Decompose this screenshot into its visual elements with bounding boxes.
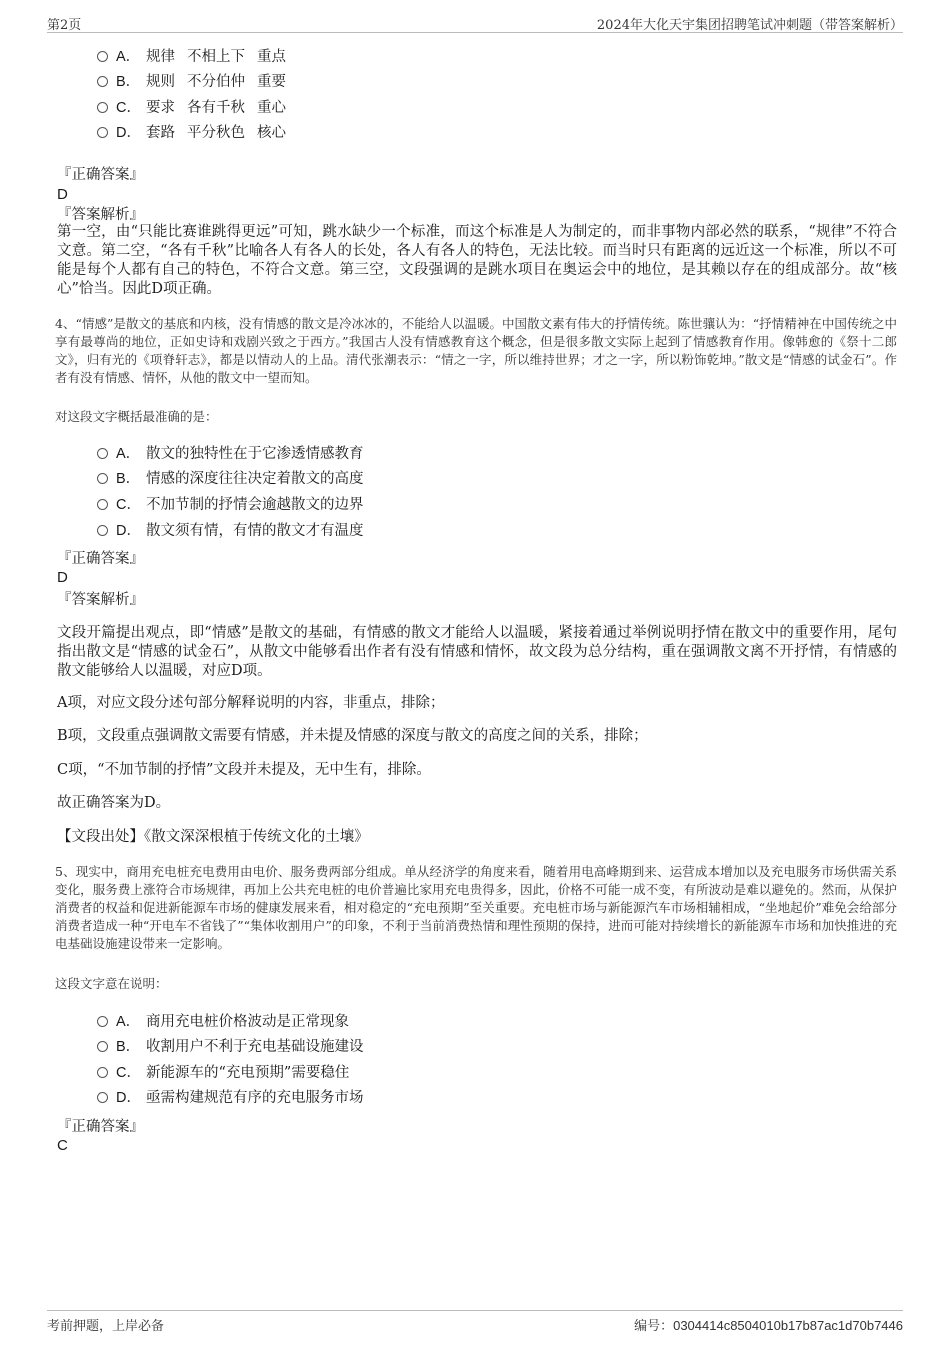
q4-option-b[interactable]: B． 情感的深度往往决定着散文的高度	[97, 469, 364, 489]
radio-icon[interactable]	[97, 76, 108, 87]
radio-icon[interactable]	[97, 473, 108, 484]
radio-icon[interactable]	[97, 1067, 108, 1078]
q5-answer-label: 『正确答案』	[57, 1119, 144, 1135]
q4-analysis-p3: B项，文段重点强调散文需要有情感，并未提及情感的深度与散文的高度之间的关系，排除；	[57, 728, 648, 744]
q5-option-d[interactable]: D． 亟需构建规范有序的充电服务市场	[97, 1088, 364, 1108]
radio-icon[interactable]	[97, 102, 108, 113]
radio-icon[interactable]	[97, 1041, 108, 1052]
q5-answer: C	[57, 1137, 68, 1154]
page-number: 第2页	[47, 18, 82, 33]
q4-analysis-p2: A项，对应文段分述句部分解释说明的内容，非重点，排除；	[57, 695, 445, 711]
radio-icon[interactable]	[97, 127, 108, 138]
document-code: 编号：0304414c8504010b17b87ac1d70b7446	[634, 1318, 903, 1333]
q5-stem: 这段文字意在说明：	[55, 976, 168, 991]
q4-question: 4、“情感”是散文的基底和内核，没有情感的散文是冷冰冰的，不能给人以温暖。中国散文素有伟大的抒情传统。陈世骧认为：“抒情精神在中国传统之中享有最尊尚的地位，正如史诗和戏剧兴致之于西方。”我国古人没有情感教育这个概念，但是很多散文实际上起到了情感教育作用。像韩愈的《祭十二郎文》，归有光的《项脊轩志》，都是以情动人的上品。清代张潮表示：“情之一字，所以维持世界；才之一字，所以粉饰乾坤。”散文是“情感的试金石”。作者有没有情感、情怀，从他的散文中一望而知。	[55, 316, 897, 385]
q5-option-b[interactable]: B． 收割用户不利于充电基础设施建设	[97, 1037, 364, 1057]
document-title: 2024年大化天宇集团招聘笔试冲刺题（带答案解析）	[596, 18, 903, 33]
radio-icon[interactable]	[97, 1092, 108, 1103]
q3-option-c[interactable]: C． 要求 各有千秋 重心	[97, 98, 286, 118]
q4-option-a[interactable]: A． 散文的独特性在于它渗透情感教育	[97, 444, 364, 464]
page-footer	[47, 1310, 903, 1335]
q3-option-b[interactable]: B． 规则 不分伯仲 重要	[97, 72, 286, 92]
page-header	[47, 12, 903, 33]
q5-question: 5、现实中，商用充电桩充电费用由电价、服务费两部分组成。单从经济学的角度来看，随着用电高峰期到来、运营成本增加以及充电服务市场供需关系变化，服务费上涨符合市场规律，再加上公共充电桩的电价普遍比家用充电贵得多，因此，价格不可能一成不变，有所波动是难以避免的。然而，从保护消费者的权益和促进新能源车市场的健康发展来看，相对稳定的“充电预期”至关重要。充电桩市场与新能源汽车市场相辅相成，“坐地起价”难免会给部分消费者造成一种“开电车不省钱了”“集体收割用户”的印象，不利于当前消费热情和理性预期的保持，进而可能对持续增长的新能源车市场和加快推进的充电基础设施建设带来一定影响。	[55, 864, 897, 951]
q4-stem: 对这段文字概括最准确的是：	[55, 409, 218, 424]
q3-option-a[interactable]: A． 规律 不相上下 重点	[97, 47, 286, 67]
radio-icon[interactable]	[97, 51, 108, 62]
q4-answer: D	[57, 569, 68, 586]
q5-option-c[interactable]: C． 新能源车的“充电预期”需要稳住	[97, 1063, 349, 1083]
q3-option-d[interactable]: D． 套路 平分秋色 核心	[97, 123, 286, 143]
q3-answer-label: 『正确答案』	[57, 167, 144, 183]
q4-option-c[interactable]: C． 不加节制的抒情会逾越散文的边界	[97, 495, 364, 515]
q4-analysis-p1: 文段开篇提出观点，即“情感”是散文的基础，有情感的散文才能给人以温暖，紧接着通过举例说明抒情在散文中的重要作用，尾句指出散文是“情感的试金石”，从散文中能够看出作者有没有情感和情怀，故文段为总分结构，重在强调散文离不开抒情，有情感的散文能够给人以温暖，对应D项。	[57, 625, 897, 679]
q5-option-a[interactable]: A． 商用充电桩价格波动是正常现象	[97, 1012, 349, 1032]
q3-analysis: 第一空，由“只能比赛谁跳得更远”可知，跳水缺少一个标准，而这个标准是人为制定的，而非事物内部必然的联系，“规律”不符合文意。第二空，“各有千秋”比喻各人有各人的长处，各人有各人的特色，无法比较。而当时只有距离的远近这一个标准，所以不可能是每个人都有自己的特色，不符合文意。第三空，文段强调的是跳水项目在奥运会中的地位，是其赖以存在的组成部分。故“核心”恰当。因此D项正确。	[57, 224, 897, 297]
q4-source: 【文段出处】《散文深深根植于传统文化的土壤》	[57, 829, 369, 845]
radio-icon[interactable]	[97, 499, 108, 510]
q4-analysis-label: 『答案解析』	[57, 592, 144, 608]
radio-icon[interactable]	[97, 1016, 108, 1027]
radio-icon[interactable]	[97, 448, 108, 459]
radio-icon[interactable]	[97, 525, 108, 536]
q4-answer-label: 『正确答案』	[57, 551, 144, 567]
q4-analysis-p4: C项，“不加节制的抒情”文段并未提及，无中生有，排除。	[57, 762, 431, 778]
q4-option-d[interactable]: D． 散文须有情，有情的散文才有温度	[97, 521, 364, 541]
footer-slogan: 考前押题，上岸必备	[47, 1319, 165, 1334]
q4-analysis-p5: 故正确答案为D。	[57, 795, 171, 811]
q3-answer: D	[57, 186, 68, 203]
q3-analysis-label: 『答案解析』	[57, 207, 144, 223]
